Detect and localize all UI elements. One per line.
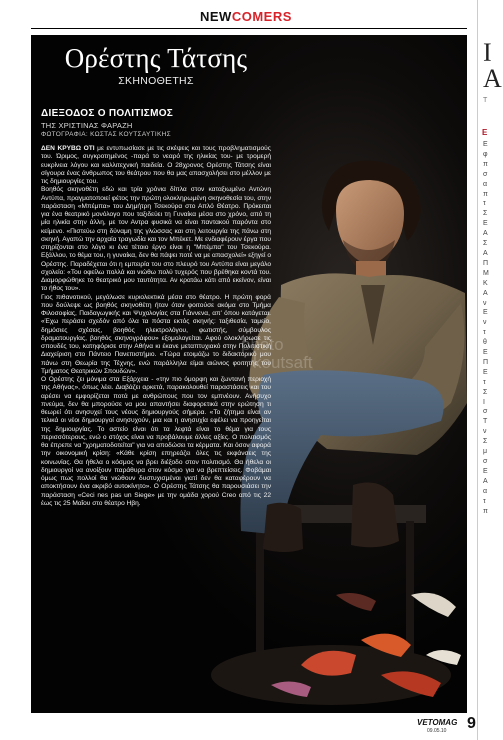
article-headline: ΔΙΕΞΟΔΟΣ Ο ΠΟΛΙΤΙΣΜΟΣ bbox=[41, 108, 174, 119]
adjacent-page-drop-cap: Ε bbox=[482, 128, 488, 137]
adjacent-page bbox=[477, 0, 502, 740]
page-number: 9 bbox=[467, 715, 476, 732]
watermark-koutsaft: koutsaft bbox=[253, 353, 313, 372]
issue-date: 09.05.10 bbox=[427, 728, 447, 734]
section-label-suffix: COMERS bbox=[231, 9, 292, 24]
section-label bbox=[200, 9, 292, 24]
watermark-photo: photo bbox=[241, 335, 284, 354]
article-text-column bbox=[31, 35, 281, 713]
lead-in: ΔΕΝ ΚΡΥΒΩ ΟΤΙ bbox=[41, 145, 95, 152]
article-paragraph bbox=[41, 145, 271, 186]
adjacent-page-title: Ι Α bbox=[483, 38, 502, 93]
paragraph-text: με εντυπωσίασε με τις σκέψεις και τους προβληματισμούς του. Ώριμος, συγκροτημένος -παρά το νεαρό της ηλικίας του- με τρομερή ευκρίνεια λόγου και καλλιτεχνική παιδεία. Ο 28χρονος Ορέστης Τάτσης είναι σίγουρα ένας άνθρωπος του θεάτρου που θα μας απασχολήσει στο μέλλον με τις δημιουργίες του. bbox=[41, 145, 271, 185]
article-panel bbox=[31, 35, 467, 713]
adjacent-page-subtitle: Τ bbox=[483, 97, 488, 104]
article-body bbox=[41, 145, 271, 508]
article-name: Ορέστης Τάτσης bbox=[64, 43, 248, 73]
adjacent-page-text: Ε φ π σ α π τ Σ Ε Α Σ Α Π Μ Κ Α ν Ε ν τ θ Ε Π Ε τ Σ Ι σ Τ ν Σ μ σ Ε Α α τ π bbox=[483, 141, 489, 515]
article-role: ΣΚΗΝΟΘΕΤΗΣ bbox=[118, 75, 194, 87]
top-rule bbox=[31, 28, 467, 29]
section-label-prefix: NEW bbox=[200, 9, 232, 24]
article-paragraph: Βοηθός σκηνοθέτη εδώ και τρία χρόνια δίπλα στον καταξιωμένο Αντώνη Αντύπα, πραγματοποιεί φέτος την πρώτη ολοκληρωμένη σκηνοθεσία του, στην παράσταση «Μπέμπα» του Δημήτρη Τσεκούρα στο Απλό Θέατρο. Πρόκειται για ένα θεατρικό μονόλογο που ταξιδεύει τη Γυναίκα μέσα στο χρόνο, από τη μία ηλικία στην άλλη, με τον Αντρα φυσικά να είναι παντακού παρόντα στο κείμενο. «Πιστεύω στη δύναμη της γλώσσας και στη λειτουργία της πάνω στη σκηνή. Αγαπώ την αρχαία τραγωδία και τον Μπέκετ. Με ενδιαφέρουν έργα που στηρίζονται στο λόγο κι ένα τέτοιο έργο είναι η "Μπέμπα" του Τσεκούρα. Εξάλλου, το θέμα του, η γυναίκα, δεν θα πάψει ποτέ να με απασχολεί» εξηγεί ο Ορέστης. Παραδέχεται ότι η εμπειρία του στο πλευρό του Αντύπα είναι μεγάλο σχολείο: «Του οφείλω πολλά και νιώθω πολύ τυχερός που βρέθηκα κοντά του. Διαμορφώθηκε το θεατρικό μου ταυτότητα. Αν κρατάω κάτι από εκείνον, είναι το ήθος του». bbox=[41, 186, 271, 293]
article-paragraph: Ο Ορέστης ζει μόνιμα στα Εξάρχεια - «την πιο όμορφη και ζωντανή περιοχή της Αθήνας», όπως λέει. Διαβάζει αρκετά, παρακολουθεί παραστάσεις και του αρέσει να εμφορίζεται ποτά με ανθρώπους που τον εμπνέουν. Ανήσυχο πνεύμα, δεν θα μπορούσε να μου απαντήσει διαφορετικά στην ερώτηση τι θεωρεί ότι ανησυχεί τους νέους δημιουργούς σήμερα. «Το ζήτημα είναι αν τελικά οι νέοι δημιουργοί ανησυχούν, μια και η ανησυχία εφέλει να προηγείται της δημιουργίας. Το αστείο είναι ότι τα λεφτά είναι το θέμα για τους περισσότερους, ενώ ο στόχος είναι να προβάλουμε άλλες αξίες. Ο πολιτισμός θα έπρεπε να "χρηματοδοτείται" για να αποδώσει τα κέρματα. Και όσον αφορά την οικονομική κρίση: «Κάθε κρίση επηρεάζει όλες τις εκφάνσεις της κοινωνίας. Θα ήθελα ο κόσμος να βρει διέξοδο στον πολιτισμό. Θα ήθελα οι δημιουργοί να ανοίξουν παράθυρα στον κόσμο για να βρεπτείσεις. Φοβάμαι όμως πως πολλοί θα νιώθουν δυστυχισμένοι γιατί δεν θα καταφέρουν να αποκτήσουν ένα ακριβό αυτοκίνητο». Ο Ορέστης Τάτσης θα παρουσιάσει την παράσταση «Ceci nes pas un Siege» με την ομάδα χορού Creo από τις 22 έως τις 25 Μαΐου στο θέατρο Ηβη. bbox=[41, 376, 271, 507]
article-paragraph: Γιος πιθανοτικού, μεγάλωσε κυριολεκτικά μέσα στο θέατρο. Η πρώτη φορά που δούλεψε ως βοηθός σκηνοθέτη ήταν όταν φοιτούσε ακόμα στο Τμήμα Φιλοσοφίας, Παιδαγωγικής και Ψυχολογίας στα Γιάννενα, απ' όπου κατάγεται. «Έχω περάσει σχεδόν από όλα τα πόστα εκτός σκηνής: ταξιθεσία, ταμείο, δημόσιες σχέσεις, βοηθός ηλεκτρολόγου, φωτιστής, σύμβουλος δραματουργίας, βοηθός σκηνογράφου» εξομολογείται. Αφού ολοκλήρωσε τις σπουδές του, κατηφόρισε στην Αθήνα κι έκανε μεταπτυχιακό στην Πολιτιστική Διαχείριση στο Πάντειο Πανεπιστήμιο. «Τώρα ετοιμάζω το διδακτορικό μου πάνω στη Θεωρία της Τέχνης, ενώ παράλληλα είμαι αιώνιος φοιτητής του Τμήματος Θεατρικών Σπουδών». bbox=[41, 293, 271, 375]
magazine-brand: VETOMAG bbox=[417, 718, 458, 727]
photo-credit: ΦΩΤΟΓΡΑΦΙΑ: ΚΩΣΤΑΣ ΚΟΥΤΣΑΥΤΙΚΗΣ bbox=[41, 131, 171, 138]
article-byline: ΤΗΣ ΧΡΙΣΤΙΝΑΣ ΦΑΡΑΖΗ bbox=[41, 121, 133, 130]
